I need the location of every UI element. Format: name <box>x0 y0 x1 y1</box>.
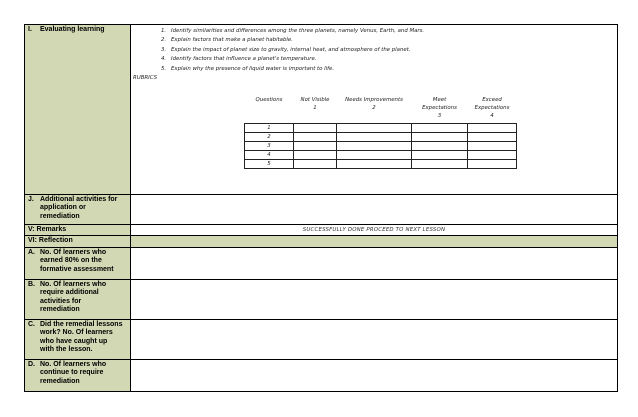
rubric-header-questions: Questions <box>245 95 294 124</box>
additional-activities-row <box>25 195 618 225</box>
rubric-header-row <box>245 95 517 124</box>
reflection-item-content <box>131 247 618 279</box>
reflection-item-content <box>131 319 618 359</box>
rubric-row: 5 <box>245 160 517 169</box>
objective-item: 5. Explain why the presence of liquid water is important to life. <box>161 65 335 72</box>
rubric-row: 1 <box>245 124 517 133</box>
reflection-item-a-row <box>25 247 618 279</box>
reflection-row <box>25 236 618 247</box>
lesson-plan-table <box>24 24 618 392</box>
reflection-item-label: D. No. Of learners who continue to require remediation <box>25 359 131 391</box>
reflection-item-label: B. No. Of learners who require additional activities for remediation <box>25 279 131 319</box>
reflection-item-d-row <box>25 359 618 391</box>
section-letter: J. <box>28 196 34 203</box>
rubric-row: 2 <box>245 133 517 142</box>
additional-label-cell <box>25 195 131 225</box>
section-letter: I. <box>28 26 32 33</box>
objective-item: 3. Explain the impact of planet size to gravity, internal heat, and atmosphere of the planet. <box>161 46 411 53</box>
evaluating-row <box>25 25 618 195</box>
reflection-item-c-row <box>25 319 618 359</box>
objective-item: 2. Explain factors that make a planet habitable. <box>161 37 293 44</box>
reflection-item-label: C. Did the remedial lessons work? No. Of learners who have caught up with the lesson. <box>25 319 131 359</box>
rubrics-heading: RUBRICS <box>133 75 158 81</box>
remarks-row <box>25 225 618 236</box>
reflection-item-content <box>131 279 618 319</box>
lesson-plan-page <box>24 24 617 392</box>
evaluating-content-cell <box>131 25 618 195</box>
rubric-row: 3 <box>245 142 517 151</box>
reflection-item-b-row <box>25 279 618 319</box>
section-label: Additional activities for application or remediation <box>40 196 118 220</box>
objective-item: 4. Identify factors that influence a planet's temperature. <box>161 56 317 63</box>
objectives-list <box>161 27 424 74</box>
remarks-content-cell <box>131 225 618 236</box>
remarks-text: SUCCESSFULLY DONE PROCEED TO NEXT LESSON <box>302 227 446 233</box>
rubric-row: 4 <box>245 151 517 160</box>
reflection-label-cell: VI: Reflection <box>25 236 131 247</box>
objective-item: 1. Identify similarities and differences among the three planets, namely Venus, Earth, and Mars. <box>161 28 425 34</box>
rubric-table <box>244 95 517 169</box>
rubric-header-needs-improvements: Needs Improvements 2 <box>337 95 412 124</box>
rubric-header-meet-expectations: Meet Expectations 3 <box>412 95 468 124</box>
evaluating-label-cell <box>25 25 131 195</box>
rubric-header-not-visible: Not Visible 1 <box>294 95 337 124</box>
rubric-header-exceed-expectations: Exceed Expectations 4 <box>468 95 517 124</box>
reflection-item-content <box>131 359 618 391</box>
additional-content-cell <box>131 195 618 225</box>
reflection-content-cell <box>131 236 618 247</box>
reflection-item-label: A. No. Of learners who earned 80% on the formative assessment <box>25 247 131 279</box>
remarks-label-cell: V: Remarks <box>25 225 131 236</box>
section-label: Evaluating learning <box>40 26 105 33</box>
